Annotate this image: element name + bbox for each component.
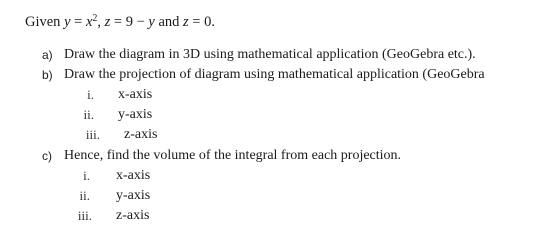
given-word: Given — [25, 14, 61, 30]
part-c-sub-ii-text: y-axis — [116, 188, 151, 203]
part-b-text: Draw the projection of diagram using mathematical application (GeoGebra — [64, 67, 485, 82]
part-b-sub-iii-num: iii. — [85, 127, 100, 142]
eq1-base: x — [85, 14, 93, 30]
part-b-marker: b) — [42, 68, 53, 82]
part-b-sub-iii-text: z-axis — [124, 127, 158, 142]
conjunction: and — [154, 14, 184, 30]
eq1-exponent: 2 — [92, 13, 98, 24]
problem-statement — [25, 10, 215, 31]
part-c-sub-iii-num: iii. — [77, 208, 92, 223]
eq2-middle: = 9 − — [110, 14, 149, 30]
part-b-sub-i-num: i. — [87, 87, 94, 102]
part-a-text: Draw the diagram in 3D using mathematical application (GeoGebra etc.). — [64, 47, 476, 62]
part-c-text: Hence, find the volume of the integral from each projection. — [64, 148, 402, 163]
part-b-sub-ii-text: y-axis — [118, 107, 153, 122]
part-c-sub-ii-num: ii. — [79, 188, 90, 203]
part-c-sub-iii-text: z-axis — [116, 208, 150, 223]
eq-separator: , — [97, 14, 105, 30]
part-c-sub-i-text: x-axis — [116, 168, 151, 183]
part-b-sub-ii-num: ii. — [83, 107, 94, 122]
part-b-sub-i-text: x-axis — [118, 87, 153, 102]
eq3-rest: = 0. — [188, 14, 215, 30]
part-c-marker: c) — [42, 149, 52, 163]
eq1-equals: = — [70, 14, 86, 30]
eq2-lhs: z — [104, 14, 111, 30]
part-a-marker: a) — [42, 48, 53, 62]
part-c-sub-i-num: i. — [83, 168, 90, 183]
eq3-lhs: z — [183, 14, 189, 30]
eq2-var: y — [148, 14, 155, 30]
eq1-lhs: y — [64, 14, 71, 30]
